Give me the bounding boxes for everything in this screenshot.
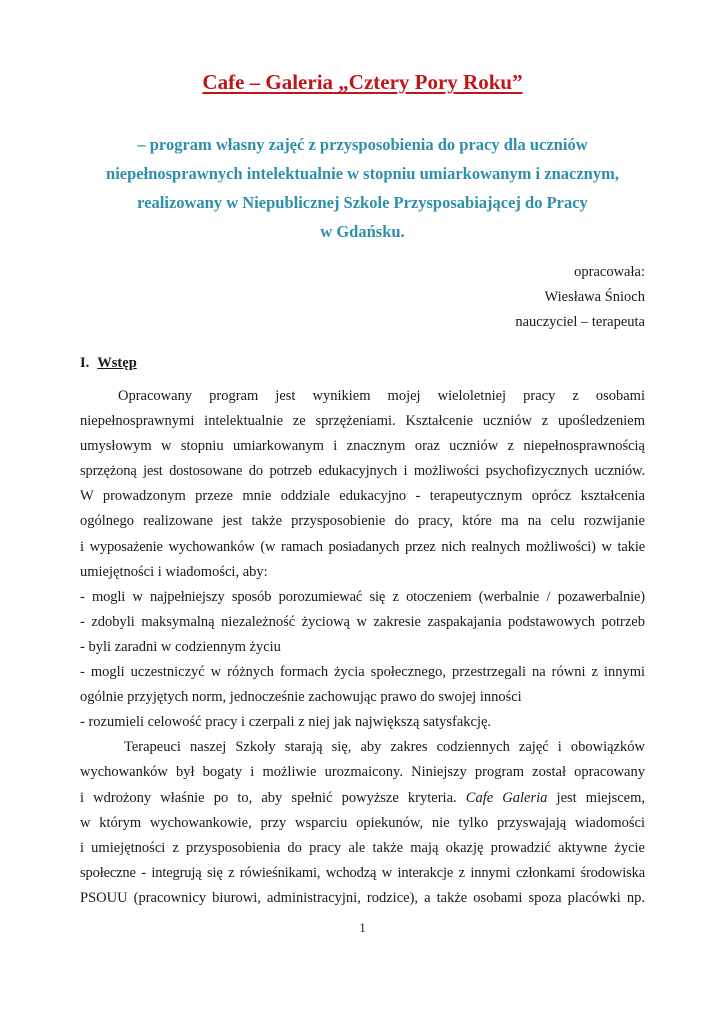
list-item: - mogli w najpełniejszy sposób porozumiewać się z otoczeniem (werbalnie / pozawerbalnie) [80,588,645,605]
subtitle-line: realizowany w Niepublicznej Szkole Przysposabiającej do Pracy [137,193,588,212]
list-item: ogólnie przyjętych norm, jednocześnie zachowując prawo do swojej inności [80,689,522,706]
author-block [515,260,645,335]
page-number: 1 [359,920,366,935]
paragraph-line: ogólnego realizowane jest także przysposobienie do pracy, które ma na celu rozwijanie [80,513,645,530]
subtitle-line: – program własny zajęć z przysposobienia do pracy dla uczniów [137,135,588,154]
paragraph-line: społeczne - integrują się z rówieśnikami, wchodzą w interakcje z innymi członkami środowiska [80,864,645,881]
section-title: Wstęp [97,355,137,371]
author-label: opracowała: [574,264,645,280]
paragraph-line: umiejętności i wiadomości, aby: [80,563,268,580]
subtitle-line: niepełnosprawnych intelektualnie w stopniu umiarkowanym i znacznym, [106,164,619,183]
paragraph-line: PSOUU (pracownicy biurowi, administracyjni, rodzice), a także osobami spoza placówki np. [80,889,645,906]
list-item: - mogli uczestniczyć w różnych formach życia społecznego, przestrzegali na równi z innymi [80,664,645,681]
list-item: - rozumieli celowość pracy i czerpali z niej jak największą satysfakcję. [80,714,492,731]
list-item: - zdobyli maksymalną niezależność życiową w zakresie zaspakajania podstawowych potrzeb [80,613,645,630]
paragraph-line: sprzężoną jest dostosowane do potrzeb edukacyjnych i możliwości psychofizycznych uczniów. [80,463,645,480]
paragraph-line: i umiejętności z przysposobienia do pracy ale także mają okazję prowadzić aktywne życie [80,839,645,856]
document-title: Cafe – Galeria „Cztery Pory Roku” [202,70,523,94]
paragraph-line: wychowanków był bogaty i możliwie urozmaicony. Niniejszy program został opracowany [80,764,645,781]
paragraph-line: W prowadzonym przeze mnie oddziale edukacyjno - terapeutycznym oprócz kształcenia [80,488,645,505]
document-subtitle [0,130,725,246]
list-item: - byli zaradni w codziennym życiu [80,638,281,655]
italic-text-run: Cafe Galeria [465,789,548,806]
paragraph-line: Opracowany program jest wynikiem mojej wieloletniej pracy z osobami [118,388,645,404]
author-role: nauczyciel – terapeuta [515,314,645,330]
paragraph-line [80,786,645,811]
subtitle-line: w Gdańsku. [320,222,405,241]
paragraph-line: niepełnosprawnymi intelektualnie ze sprzężeniami. Kształcenie uczniów z upośledzeniem [80,413,645,430]
paragraph-line: Terapeuci naszej Szkoły starają się, aby zakres codziennych zajęć i obowiązków [124,739,645,756]
author-name: Wiesława Śnioch [544,289,645,305]
paragraph-line: umysłowym w stopniu umiarkowanym i znacznym oraz uczniów z niepełnosprawnością [80,438,645,455]
paragraph-line: w którym wychowankowie, przy wsparciu opiekunów, nie tylko przyswajają wiadomości [80,814,645,831]
text-run: i wdrożony właśnie po to, aby spełnić powyższe kryteria. [80,789,466,806]
section-number: I. [80,355,90,371]
section-heading [80,355,137,372]
text-run: jest miejscem, [547,789,645,806]
body-text [80,384,645,911]
paragraph-line: i wyposażenie wychowanków (w ramach posiadanych przez nich realnych możliwości) w takie [80,538,645,555]
